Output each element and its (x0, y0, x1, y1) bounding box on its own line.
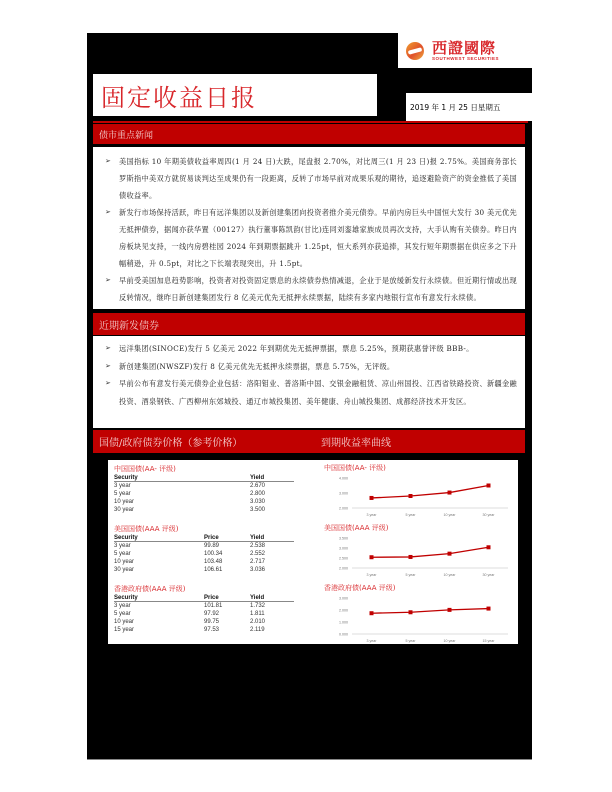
table-row (114, 550, 294, 558)
table-row (114, 490, 294, 498)
arrow-bullet-icon: ➢ (105, 276, 111, 284)
svg-text:5 year: 5 year (405, 639, 416, 643)
cell: 106.61 (204, 567, 223, 573)
line-chart (324, 534, 514, 580)
cell: 10 year (114, 559, 135, 565)
svg-text:3 year: 3 year (366, 513, 377, 517)
cell (204, 498, 250, 506)
svg-text:1.000: 1.000 (339, 620, 348, 625)
arrow-bullet-icon: ➢ (105, 208, 111, 216)
cell: 3 year (114, 603, 131, 609)
arrow-bullet-icon: ➢ (105, 361, 111, 370)
logo-english-name: SOUTHWEST SECURITIES (432, 56, 500, 61)
cell: 103.48 (204, 559, 223, 565)
col-security: Security (114, 535, 138, 541)
table-header (114, 534, 294, 542)
cell: 97.92 (204, 611, 220, 617)
cell: 2.552 (250, 551, 266, 557)
news-item (105, 153, 517, 204)
china-bond-table (114, 464, 294, 514)
cell: 5 year (114, 491, 131, 497)
svg-text:2.500: 2.500 (339, 556, 348, 561)
cell: 97.53 (204, 627, 220, 633)
table-row (114, 618, 294, 626)
section-title-yield-curve: 到期收益率曲线 (321, 438, 391, 449)
table-row (114, 626, 294, 634)
news-item (105, 272, 517, 306)
cell: 3.030 (250, 499, 266, 505)
news-section (93, 147, 525, 309)
report-title: 固定收益日报 (101, 83, 257, 112)
news-text: 早前受美国加息趋势影响，投资者对投资固定票息的永续债券热情减退，企业于是放缓新发行永续债。但近期行情或出现反转情况，继昨日新创建集团发行 8 亿美元优先无抵押永续票据，陆续有多家内地银行宣布有意发行永续债。 (119, 276, 517, 302)
svg-text:10 year: 10 year (443, 513, 456, 517)
issuance-section (93, 336, 525, 428)
cell: 2.538 (250, 543, 266, 549)
table-row (114, 482, 294, 490)
table-row (114, 542, 294, 550)
cell: 10 year (114, 499, 135, 505)
svg-text:3.000: 3.000 (339, 491, 348, 496)
cell: 5 year (114, 611, 131, 617)
svg-text:30 year: 30 year (482, 513, 495, 517)
section-header-issuance (93, 313, 525, 335)
table-row (114, 566, 294, 574)
svg-text:5 year: 5 year (405, 513, 416, 517)
report-date: 2019 年 1 月 25 日星期五 (406, 93, 533, 121)
report-title-box (93, 74, 377, 116)
hk-yield-chart (324, 582, 514, 646)
cell: 2.717 (250, 559, 266, 565)
china-yield-chart (324, 462, 514, 520)
logo-swirl-icon (406, 42, 424, 60)
table-header (114, 474, 294, 482)
cell: 99.89 (204, 543, 220, 549)
table-row (114, 506, 294, 514)
chart-title: 中国国债(AA- 评级) (324, 464, 386, 472)
cell: 3.500 (250, 507, 266, 513)
svg-text:3.000: 3.000 (339, 546, 348, 551)
table-row (114, 610, 294, 618)
col-security: Security (114, 595, 138, 601)
svg-text:10 year: 10 year (443, 573, 456, 577)
cell: 99.75 (204, 619, 220, 625)
svg-text:2.000: 2.000 (339, 608, 348, 613)
line-chart (324, 474, 514, 520)
col-price: Price (204, 595, 219, 601)
svg-text:15 year: 15 year (482, 639, 495, 643)
company-logo (398, 33, 533, 68)
table-title: 中国国债(AA- 评级) (114, 465, 176, 473)
news-text: 美国指标 10 年期美债收益率周四(1 月 24 日)大跌，尾盘报 2.70%，对比周三(1 月 23 日)报 2.75%。美国商务部长罗斯指中美双方就贸易谈判达至成果仍有一段距离，反转了市场早前对成果乐观的期待，追逐避险资产的资金推低了美国债收益率。 (119, 157, 517, 200)
cell: 100.34 (204, 551, 223, 557)
cell: 1.732 (250, 603, 266, 609)
table-row (114, 498, 294, 506)
logo-chinese-name: 西證國際 (432, 39, 497, 57)
section-header-prices (93, 430, 525, 453)
svg-text:3 year: 3 year (366, 639, 377, 643)
bond-data-panel (108, 460, 518, 644)
section-title-news: 债市重点新闻 (99, 130, 154, 141)
issuance-text: 远洋集团(SINOCE)发行 5 亿美元 2022 年到期优先无抵押票据，票息 5.25%，预期获惠誉评级 BBB-。 (119, 344, 474, 353)
section-title-issuance: 近期新发债券 (99, 320, 159, 332)
cell: 30 year (114, 507, 135, 513)
line-chart (324, 594, 514, 646)
chart-title: 香港政府债(AAA 评级) (324, 584, 396, 592)
col-yield: Yield (250, 535, 265, 541)
svg-text:5 year: 5 year (405, 573, 416, 577)
svg-text:2.000: 2.000 (339, 506, 348, 511)
cell: 30 year (114, 567, 135, 573)
svg-text:10 year: 10 year (443, 639, 456, 643)
cell: 3 year (114, 543, 131, 549)
cell: 2.670 (250, 483, 266, 489)
news-text: 新发行市场保持活跃，昨日有远洋集团以及新创建集团向投资者推介美元债券。早前内房巨头中国恒大发行 30 美元优先无抵押债券，据闻亦获华置（00127）执行董事陈凯韵(甘比)连同刘銮雄家族成员再次支持，大手认购有关债券。昨日内房板块见支持，一线内房碧桂园 2024 年到期票据跳升 1.25pt，恒大系列亦获追捧，其发行短年期票据在供应多之下升幅稍逊，升 0.5pt，对比之下长端表现突出，升 1.5pt。 (119, 208, 517, 268)
svg-text:3.000: 3.000 (339, 596, 348, 601)
svg-text:0.000: 0.000 (339, 632, 348, 637)
issuance-item (105, 358, 517, 376)
svg-text:3 year: 3 year (366, 573, 377, 577)
cell: 2.800 (250, 491, 266, 497)
issuance-item (105, 375, 517, 410)
cell: 2.010 (250, 619, 266, 625)
col-yield: Yield (250, 595, 265, 601)
cell: 1.811 (250, 611, 265, 617)
col-price (204, 474, 250, 481)
svg-text:3.500: 3.500 (339, 536, 348, 541)
cell (204, 506, 250, 514)
issuance-item (105, 340, 517, 358)
hk-bond-table (114, 584, 294, 634)
cell: 10 year (114, 619, 135, 625)
col-yield: Yield (250, 475, 265, 481)
cell: 2.119 (250, 627, 265, 633)
arrow-bullet-icon: ➢ (105, 379, 111, 387)
col-security: Security (114, 475, 138, 481)
cell: 101.81 (204, 603, 223, 609)
cell: 3 year (114, 483, 131, 489)
cell: 15 year (114, 627, 135, 633)
cell (204, 482, 250, 490)
us-yield-chart (324, 522, 514, 580)
table-title: 美国国债(AAA 评级) (114, 525, 179, 533)
table-header (114, 594, 294, 602)
cell: 5 year (114, 551, 131, 557)
news-item (105, 204, 517, 272)
chart-title: 美国国债(AAA 评级) (324, 524, 389, 532)
title-divider (93, 121, 528, 123)
svg-text:2.000: 2.000 (339, 566, 348, 571)
table-row (114, 602, 294, 610)
table-row (114, 558, 294, 566)
table-title: 香港政府债(AAA 评级) (114, 585, 186, 593)
cell: 3.036 (250, 567, 266, 573)
arrow-bullet-icon: ➢ (105, 344, 111, 352)
arrow-bullet-icon: ➢ (105, 157, 111, 165)
cell (204, 490, 250, 498)
col-price: Price (204, 535, 219, 541)
svg-text:4.000: 4.000 (339, 476, 348, 481)
issuance-text: 早前公布有意发行美元债券企业包括：洛阳钼业、普洛斯中国、交银金融租赁、凉山州国投、江西省铁路投资、新疆金融投资、酒泉钢铁、广西柳州东郊城投、通辽市城投集团、美年健康、舟山城投集团、成都经济技术开发区。 (119, 379, 517, 406)
svg-text:30 year: 30 year (482, 573, 495, 577)
us-bond-table (114, 524, 294, 574)
section-title-prices: 国债/政府债券价格（参考价格） (99, 438, 243, 449)
issuance-text: 新创建集团(NWSZF)发行 8 亿美元优先无抵押永续票据，票息 5.75%，无评级。 (119, 361, 395, 371)
section-header-news (93, 124, 525, 144)
